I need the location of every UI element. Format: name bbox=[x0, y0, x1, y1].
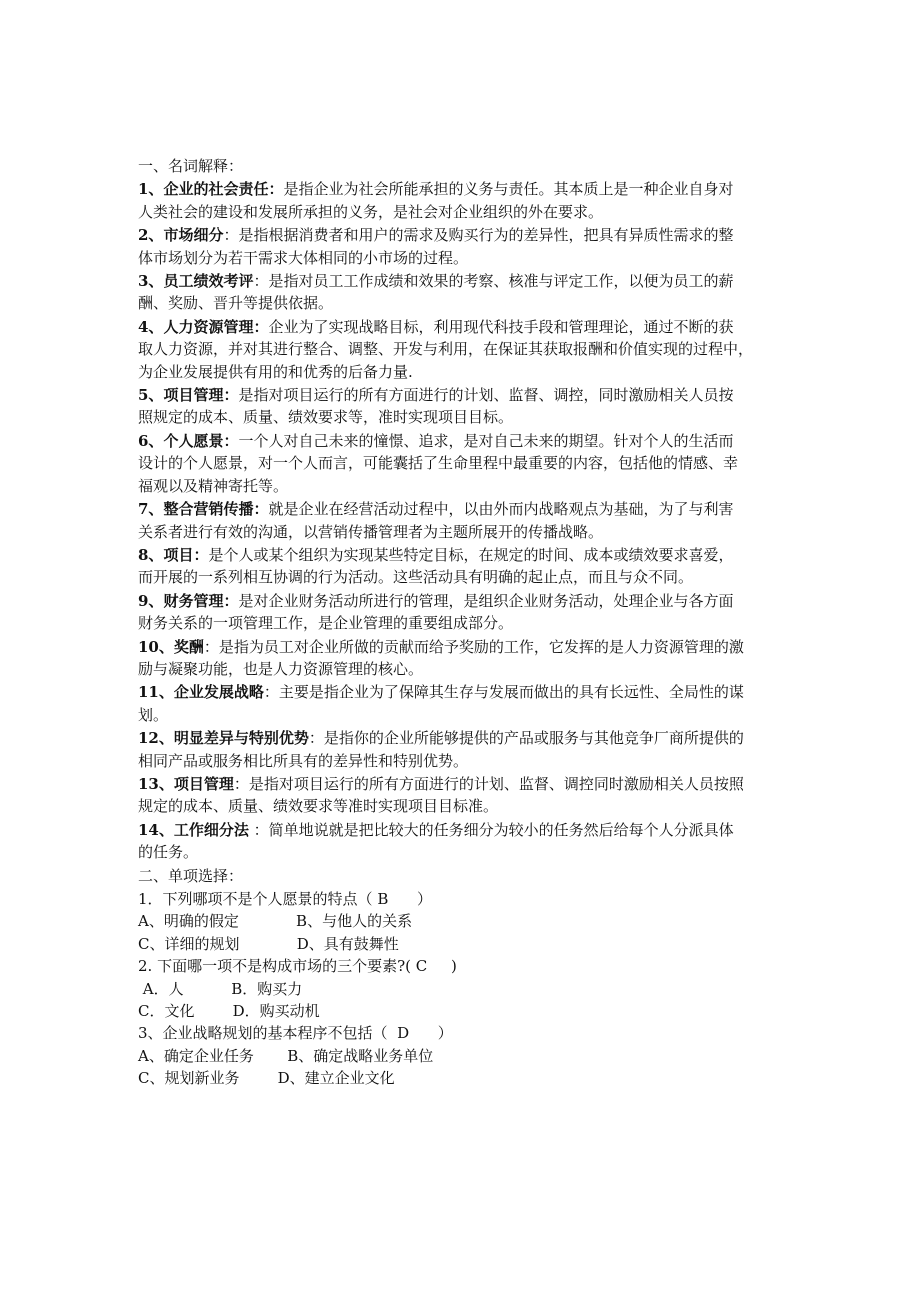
definition-line bbox=[138, 316, 783, 338]
definition-line bbox=[138, 361, 783, 383]
question-options: A．人 B．购买力 bbox=[138, 979, 303, 998]
definition-text: 酬、奖励、晋升等提供依据。 bbox=[138, 294, 334, 313]
definition-item bbox=[138, 773, 783, 818]
definition-text: ：主要是指企业为了保障其生存与发展而做出的具有长远性、全局性的谋 bbox=[263, 683, 744, 702]
definition-item bbox=[138, 384, 783, 429]
question-stem: 2. 下面哪一项不是构成市场的三个要素?( C ) bbox=[138, 957, 457, 976]
section-title-single-choice: 二、单项选择： bbox=[138, 866, 244, 885]
definition-text: 人类社会的建设和发展所承担的义务，是社会对企业组织的外在要求。 bbox=[138, 202, 604, 221]
definition-text: 是对企业财务活动所进行的管理，是组织企业财务活动，处理企业与各方面 bbox=[238, 591, 734, 610]
definition-text: 一个人对自己未来的憧憬、追求，是对自己未来的期望。针对个人的生活而 bbox=[238, 431, 734, 450]
section-title-definitions: 一、名词解释： bbox=[138, 157, 244, 175]
definition-term: 人力资源管理： bbox=[163, 317, 269, 336]
definition-number: 14、 bbox=[138, 820, 174, 839]
definition-number: 5、 bbox=[138, 386, 164, 405]
definition-line bbox=[138, 750, 783, 772]
definition-term: 工作细分法 bbox=[173, 820, 249, 839]
definition-number: 9、 bbox=[138, 591, 164, 610]
question-stem: 1．下列哪项不是个人愿景的特点（ B ） bbox=[138, 890, 432, 908]
definition-term: 项目： bbox=[163, 545, 209, 564]
definition-line bbox=[138, 430, 783, 452]
definition-line bbox=[138, 681, 783, 703]
definition-item bbox=[138, 178, 783, 223]
definition-line bbox=[138, 178, 783, 200]
definition-number: 10、 bbox=[138, 637, 174, 656]
question-options: C、详细的规划 D、具有鼓舞性 bbox=[138, 934, 399, 953]
definition-line bbox=[138, 247, 783, 269]
definition-line bbox=[138, 475, 783, 497]
definition-line bbox=[138, 590, 783, 612]
definition-line bbox=[138, 727, 783, 749]
question-options: C．文化 D．购买动机 bbox=[138, 1002, 320, 1021]
definition-text: 取人力资源，并对其进行整合、调整、开发与利用，在保证其获取报酬和价值实现的过程中， bbox=[138, 340, 754, 359]
definition-text: 划。 bbox=[138, 705, 169, 724]
definition-line bbox=[138, 773, 783, 795]
definition-number: 4、 bbox=[138, 317, 164, 336]
definition-text: 福观以及精神寄托等。 bbox=[138, 476, 289, 495]
definition-text: 的任务。 bbox=[138, 843, 199, 862]
definition-line bbox=[138, 270, 783, 292]
definition-text: 相同产品或服务相比所具有的差异性和特别优势。 bbox=[138, 751, 469, 770]
definition-item bbox=[138, 544, 783, 589]
definition-number: 1、 bbox=[138, 180, 164, 199]
definition-text: ：是指你的企业所能够提供的产品或服务与其他竞争厂商所提供的 bbox=[308, 729, 744, 748]
definition-item bbox=[138, 430, 783, 497]
definition-item bbox=[138, 590, 783, 635]
definition-term: 企业发展战略 bbox=[173, 683, 264, 702]
definition-line bbox=[138, 658, 783, 680]
definition-item bbox=[138, 727, 783, 772]
definition-number: 13、 bbox=[138, 774, 174, 793]
definitions-list bbox=[138, 178, 783, 863]
definition-line bbox=[138, 201, 783, 223]
definition-line bbox=[138, 566, 783, 588]
definition-number: 6、 bbox=[138, 431, 164, 450]
question-options: C、规划新业务 D、建立企业文化 bbox=[138, 1069, 395, 1088]
definition-line bbox=[138, 612, 783, 634]
questions-list bbox=[138, 888, 783, 1090]
definition-line bbox=[138, 795, 783, 817]
definition-line bbox=[138, 841, 783, 863]
definition-text: 就是企业在经营活动过程中，以由外而内战略观点为基础，为了与利害 bbox=[268, 500, 734, 519]
definition-text: ：是指为员工对企业所做的贡献而给予奖励的工作，它发挥的是人力资源管理的激 bbox=[203, 637, 744, 656]
definition-line bbox=[138, 292, 783, 314]
definition-text: ：是指根据消费者和用户的需求及购买行为的差异性，把具有异质性需求的整 bbox=[223, 226, 734, 245]
question-stem: 3、企业战略规划的基本程序不包括（ D ） bbox=[138, 1024, 453, 1043]
definition-term: 项目管理 bbox=[173, 774, 234, 793]
definition-item bbox=[138, 270, 783, 315]
definition-term: 个人愿景： bbox=[163, 431, 239, 450]
definition-text: 设计的个人愿景，对一个人而言，可能囊括了生命里程中最重要的内容，包括他的情感、幸 bbox=[138, 454, 739, 473]
definition-term: 明显差异与特别优势 bbox=[173, 729, 309, 748]
definition-line bbox=[138, 521, 783, 543]
definition-term: 市场细分 bbox=[163, 226, 224, 245]
definition-text: 体市场划分为若干需求大体相同的小市场的过程。 bbox=[138, 248, 469, 267]
definition-text: ：是指对项目运行的所有方面进行的计划、监督、调控同时激励相关人员按照 bbox=[233, 774, 744, 793]
definition-number: 2、 bbox=[138, 226, 164, 245]
definition-item bbox=[138, 819, 783, 864]
definition-line bbox=[138, 636, 783, 658]
definition-term: 项目管理： bbox=[163, 386, 239, 405]
definition-number: 8、 bbox=[138, 545, 164, 564]
definition-text: ：是指对员工工作成绩和效果的考察、核准与评定工作，以便为员工的薪 bbox=[253, 272, 734, 291]
question-options: A、明确的假定 B、与他人的关系 bbox=[138, 912, 413, 931]
definition-term: 财务管理： bbox=[163, 591, 239, 610]
definition-line bbox=[138, 544, 783, 566]
definition-term: 企业的社会责任： bbox=[163, 180, 284, 199]
definition-text: 是指对项目运行的所有方面进行的计划、监督、调控，同时激励相关人员按 bbox=[238, 386, 734, 405]
definition-term: 奖酬 bbox=[173, 637, 204, 656]
definition-item bbox=[138, 636, 783, 681]
definition-term: 整合营销传播： bbox=[163, 500, 269, 519]
definition-item bbox=[138, 316, 783, 383]
definition-item bbox=[138, 681, 783, 726]
definition-text: 是指企业为社会所能承担的义务与责任。其本质上是一种企业自身对 bbox=[283, 180, 734, 199]
document-page bbox=[138, 155, 783, 1090]
definition-text: 是个人或某个组织为实现某些特定目标，在规定的时间、成本或绩效要求喜爱， bbox=[208, 545, 734, 564]
question-options: A、确定企业任务 B、确定战略业务单位 bbox=[138, 1046, 434, 1065]
definition-item bbox=[138, 224, 783, 269]
definition-item bbox=[138, 498, 783, 543]
definition-line bbox=[138, 224, 783, 246]
definition-line bbox=[138, 819, 783, 841]
definition-number: 3、 bbox=[138, 272, 164, 291]
definition-text: 企业为了实现战略目标，利用现代科技手段和管理理论，通过不断的获 bbox=[268, 317, 734, 336]
definition-text: 财务关系的一项管理工作，是企业管理的重要组成部分。 bbox=[138, 614, 514, 633]
definition-line bbox=[138, 406, 783, 428]
definition-line bbox=[138, 452, 783, 474]
definition-line bbox=[138, 338, 783, 360]
definition-line bbox=[138, 498, 783, 520]
definition-text: 关系者进行有效的沟通，以营销传播管理者为主题所展开的传播战略。 bbox=[138, 522, 604, 541]
definition-text: 励与凝聚功能，也是人力资源管理的核心。 bbox=[138, 659, 424, 678]
definition-line bbox=[138, 384, 783, 406]
definition-text: 而开展的一系列相互协调的行为活动。这些活动具有明确的起止点，而且与众不同。 bbox=[138, 568, 694, 587]
definition-number: 11、 bbox=[138, 683, 174, 702]
definition-text: 规定的成本、质量、绩效要求等准时实现项目目标准。 bbox=[138, 797, 499, 816]
definition-number: 12、 bbox=[138, 729, 174, 748]
definition-text: 照规定的成本、质量、绩效要求等，准时实现项目目标。 bbox=[138, 408, 514, 427]
definition-text: 为企业发展提供有用的和优秀的后备力量. bbox=[138, 362, 413, 381]
definition-term: 员工绩效考评 bbox=[163, 272, 254, 291]
definition-text: ：简单地说就是把比较大的任务细分为较小的任务然后给每个人分派具体 bbox=[248, 820, 734, 839]
definition-number: 7、 bbox=[138, 500, 164, 519]
definition-line bbox=[138, 704, 783, 726]
